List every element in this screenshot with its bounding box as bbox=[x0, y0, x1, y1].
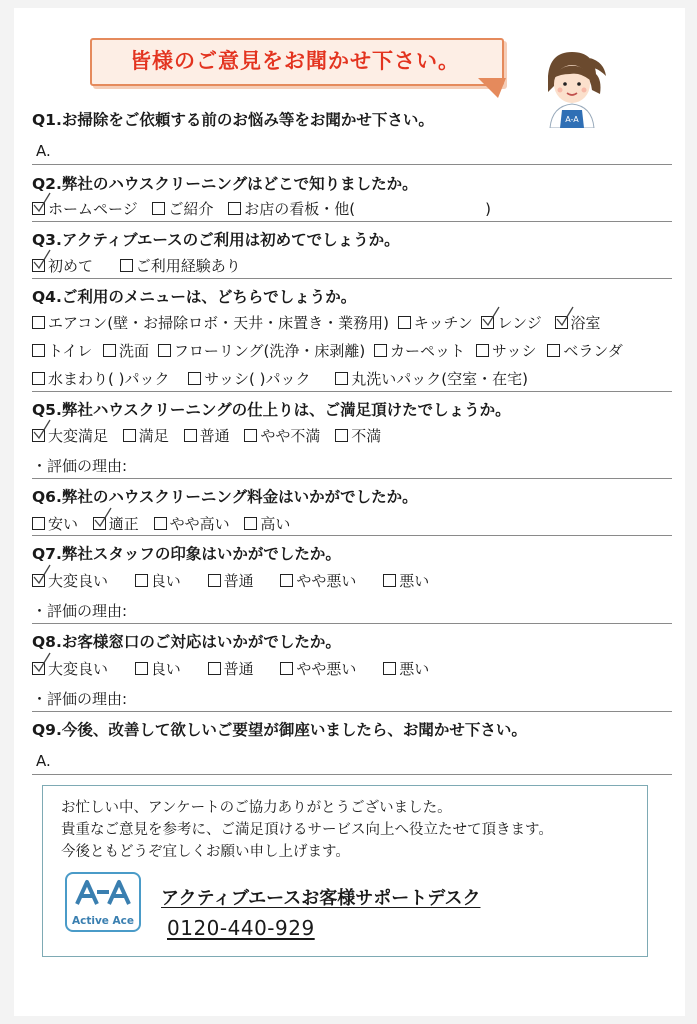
q7-options bbox=[32, 570, 439, 591]
q6-option-fair[interactable]: 適正 bbox=[93, 513, 139, 534]
q4-options-row2 bbox=[32, 340, 633, 361]
checkbox[interactable] bbox=[383, 574, 396, 587]
active-ace-logo bbox=[65, 872, 141, 932]
q3-options bbox=[32, 255, 251, 276]
q2-options bbox=[32, 198, 501, 219]
q4-option-sash-pack[interactable]: サッシ( )パック bbox=[188, 368, 310, 389]
checkbox[interactable] bbox=[555, 316, 568, 329]
q1-answer-line bbox=[32, 164, 672, 165]
q7-reason-label: ・評価の理由: bbox=[32, 602, 128, 620]
mascot-illustration bbox=[530, 46, 608, 128]
q8-reason-label: ・評価の理由: bbox=[32, 690, 128, 708]
q6-option-cheap[interactable]: 安い bbox=[32, 513, 78, 534]
logo-label: Active Ace bbox=[71, 915, 135, 927]
q3-option-first-time[interactable]: 初めて bbox=[32, 255, 93, 276]
title-banner bbox=[90, 38, 510, 102]
q8-option-good[interactable]: 良い bbox=[135, 658, 181, 679]
checkbox[interactable] bbox=[208, 662, 221, 675]
q1-label: Q1.お掃除をご依頼する前のお悩み等をお聞かせ下さい。 bbox=[32, 111, 434, 129]
checkbox[interactable] bbox=[208, 574, 221, 587]
divider bbox=[32, 535, 672, 536]
q5-option-somewhat-dissatisfied[interactable]: やや不満 bbox=[244, 425, 320, 446]
checkbox[interactable] bbox=[154, 517, 167, 530]
q7-option-good[interactable]: 良い bbox=[135, 570, 181, 591]
q5-options bbox=[32, 425, 391, 446]
checkbox[interactable] bbox=[335, 429, 348, 442]
support-phone[interactable]: 0120-440-929 bbox=[167, 916, 315, 940]
q7-option-very-good[interactable]: 大変良い bbox=[32, 570, 108, 591]
divider bbox=[32, 221, 672, 222]
q5-option-dissatisfied[interactable]: 不満 bbox=[335, 425, 381, 446]
q1-answer-prefix: A. bbox=[36, 142, 51, 160]
checkbox[interactable] bbox=[93, 517, 106, 530]
checkbox[interactable] bbox=[383, 662, 396, 675]
q4-option-bathroom[interactable]: 浴室 bbox=[555, 312, 601, 333]
q8-options bbox=[32, 658, 439, 679]
q5-reason-label: ・評価の理由: bbox=[32, 457, 128, 475]
checkbox[interactable] bbox=[32, 517, 45, 530]
checkbox[interactable] bbox=[32, 344, 45, 357]
q9-answer-prefix: A. bbox=[36, 752, 51, 770]
q4-option-flooring[interactable]: フローリング(洗浄・床剥離) bbox=[158, 340, 365, 361]
q3-option-returning[interactable]: ご利用経験あり bbox=[120, 255, 241, 276]
checkbox[interactable] bbox=[244, 429, 257, 442]
q4-option-water-pack[interactable]: 水まわり( )パック bbox=[32, 368, 169, 389]
checkbox[interactable] bbox=[32, 202, 45, 215]
checkbox[interactable] bbox=[32, 429, 45, 442]
q4-option-toilet[interactable]: トイレ bbox=[32, 340, 92, 361]
q4-option-full-wash-pack[interactable]: 丸洗いパック(空室・在宅) bbox=[335, 368, 528, 389]
svg-text:A-A: A-A bbox=[565, 115, 579, 124]
checkbox[interactable] bbox=[335, 372, 348, 385]
q6-options bbox=[32, 513, 300, 534]
checkbox[interactable] bbox=[228, 202, 241, 215]
checkbox[interactable] bbox=[547, 344, 560, 357]
q6-option-slightly-expensive[interactable]: やや高い bbox=[154, 513, 230, 534]
checkbox[interactable] bbox=[135, 574, 148, 587]
q6-option-expensive[interactable]: 高い bbox=[244, 513, 290, 534]
q8-label: Q8.お客様窓口のご対応はいかがでしたか。 bbox=[32, 633, 341, 651]
q7-option-neutral[interactable]: 普通 bbox=[208, 570, 254, 591]
q8-option-neutral[interactable]: 普通 bbox=[208, 658, 254, 679]
q7-option-bad[interactable]: 悪い bbox=[383, 570, 429, 591]
q4-option-sash[interactable]: サッシ bbox=[476, 340, 537, 361]
q5-option-satisfied[interactable]: 満足 bbox=[123, 425, 169, 446]
q5-reason-line bbox=[32, 478, 672, 479]
q4-option-carpet[interactable]: カーペット bbox=[374, 340, 465, 361]
q5-option-very-satisfied[interactable]: 大変満足 bbox=[32, 425, 108, 446]
q7-label: Q7.弊社スタッフの印象はいかがでしたか。 bbox=[32, 545, 341, 563]
checkbox[interactable] bbox=[476, 344, 489, 357]
checkbox[interactable] bbox=[32, 259, 45, 272]
q3-label: Q3.アクティブエースのご利用は初めてでしょうか。 bbox=[32, 231, 400, 249]
checkbox[interactable] bbox=[398, 316, 411, 329]
q4-label: Q4.ご利用のメニューは、どちらでしょうか。 bbox=[32, 288, 357, 306]
checkbox[interactable] bbox=[481, 316, 494, 329]
q9-label: Q9.今後、改善して欲しいご要望が御座いましたら、お聞かせ下さい。 bbox=[32, 721, 527, 739]
logo-mark-icon bbox=[67, 874, 139, 910]
q6-label: Q6.弊社のハウスクリーニング料金はいかがでしたか。 bbox=[32, 488, 418, 506]
checkbox[interactable] bbox=[135, 662, 148, 675]
support-desk-name: アクティブエースお客様サポートデスク bbox=[161, 888, 481, 909]
checkbox[interactable] bbox=[32, 372, 45, 385]
checkbox[interactable] bbox=[123, 429, 136, 442]
checkbox[interactable] bbox=[280, 574, 293, 587]
q8-reason-line bbox=[32, 711, 672, 712]
checkbox[interactable] bbox=[184, 429, 197, 442]
checkbox[interactable] bbox=[120, 259, 133, 272]
q2-option-referral[interactable]: ご紹介 bbox=[152, 198, 213, 219]
q5-label: Q5.弊社ハウスクリーニングの仕上りは、ご満足頂けたでしょうか。 bbox=[32, 401, 511, 419]
q7-option-somewhat-bad[interactable]: やや悪い bbox=[280, 570, 356, 591]
checkbox[interactable] bbox=[32, 662, 45, 675]
thank-you-line-3: 今後ともどうぞ宜しくお願い申し上げます。 bbox=[61, 844, 350, 860]
checkbox[interactable] bbox=[158, 344, 171, 357]
q7-reason-line bbox=[32, 623, 672, 624]
q2-label: Q2.弊社のハウスクリーニングはどこで知りましたか。 bbox=[32, 175, 418, 193]
q8-option-bad[interactable]: 悪い bbox=[383, 658, 429, 679]
q9-answer-line bbox=[32, 774, 672, 775]
q4-option-kitchen[interactable]: キッチン bbox=[398, 312, 473, 333]
checkbox[interactable] bbox=[280, 662, 293, 675]
q8-option-somewhat-bad[interactable]: やや悪い bbox=[280, 658, 356, 679]
q2-option-signboard[interactable]: お店の看板・他( ) bbox=[228, 198, 491, 219]
checkbox[interactable] bbox=[244, 517, 257, 530]
q4-option-range[interactable]: レンジ bbox=[481, 312, 541, 333]
checkbox[interactable] bbox=[374, 344, 387, 357]
q8-option-very-good[interactable]: 大変良い bbox=[32, 658, 108, 679]
q4-option-aircon[interactable]: エアコン(壁・お掃除ロボ・天井・床置き・業務用) bbox=[32, 312, 389, 333]
thank-you-box bbox=[42, 785, 648, 957]
checkbox[interactable] bbox=[32, 574, 45, 587]
checkbox[interactable] bbox=[152, 202, 165, 215]
thank-you-line-1: お忙しい中、アンケートのご協力ありがとうございました。 bbox=[61, 800, 452, 816]
q4-options-row3 bbox=[32, 368, 538, 389]
checkbox[interactable] bbox=[32, 316, 45, 329]
q2-option-homepage[interactable]: ホームページ bbox=[32, 198, 138, 219]
page-title: 皆様のご意見をお聞かせ下さい。 bbox=[130, 49, 460, 73]
q4-option-washroom[interactable]: 洗面 bbox=[103, 340, 149, 361]
divider bbox=[32, 278, 672, 279]
q5-option-neutral[interactable]: 普通 bbox=[184, 425, 230, 446]
thank-you-line-2: 貴重なご意見を参考に、ご満足頂けるサービス向上へ役立たせて頂きます。 bbox=[61, 822, 553, 838]
checkbox[interactable] bbox=[188, 372, 201, 385]
checkbox[interactable] bbox=[103, 344, 116, 357]
q4-options-row1 bbox=[32, 312, 611, 333]
q4-option-veranda[interactable]: ベランダ bbox=[547, 340, 622, 361]
divider bbox=[32, 391, 672, 392]
